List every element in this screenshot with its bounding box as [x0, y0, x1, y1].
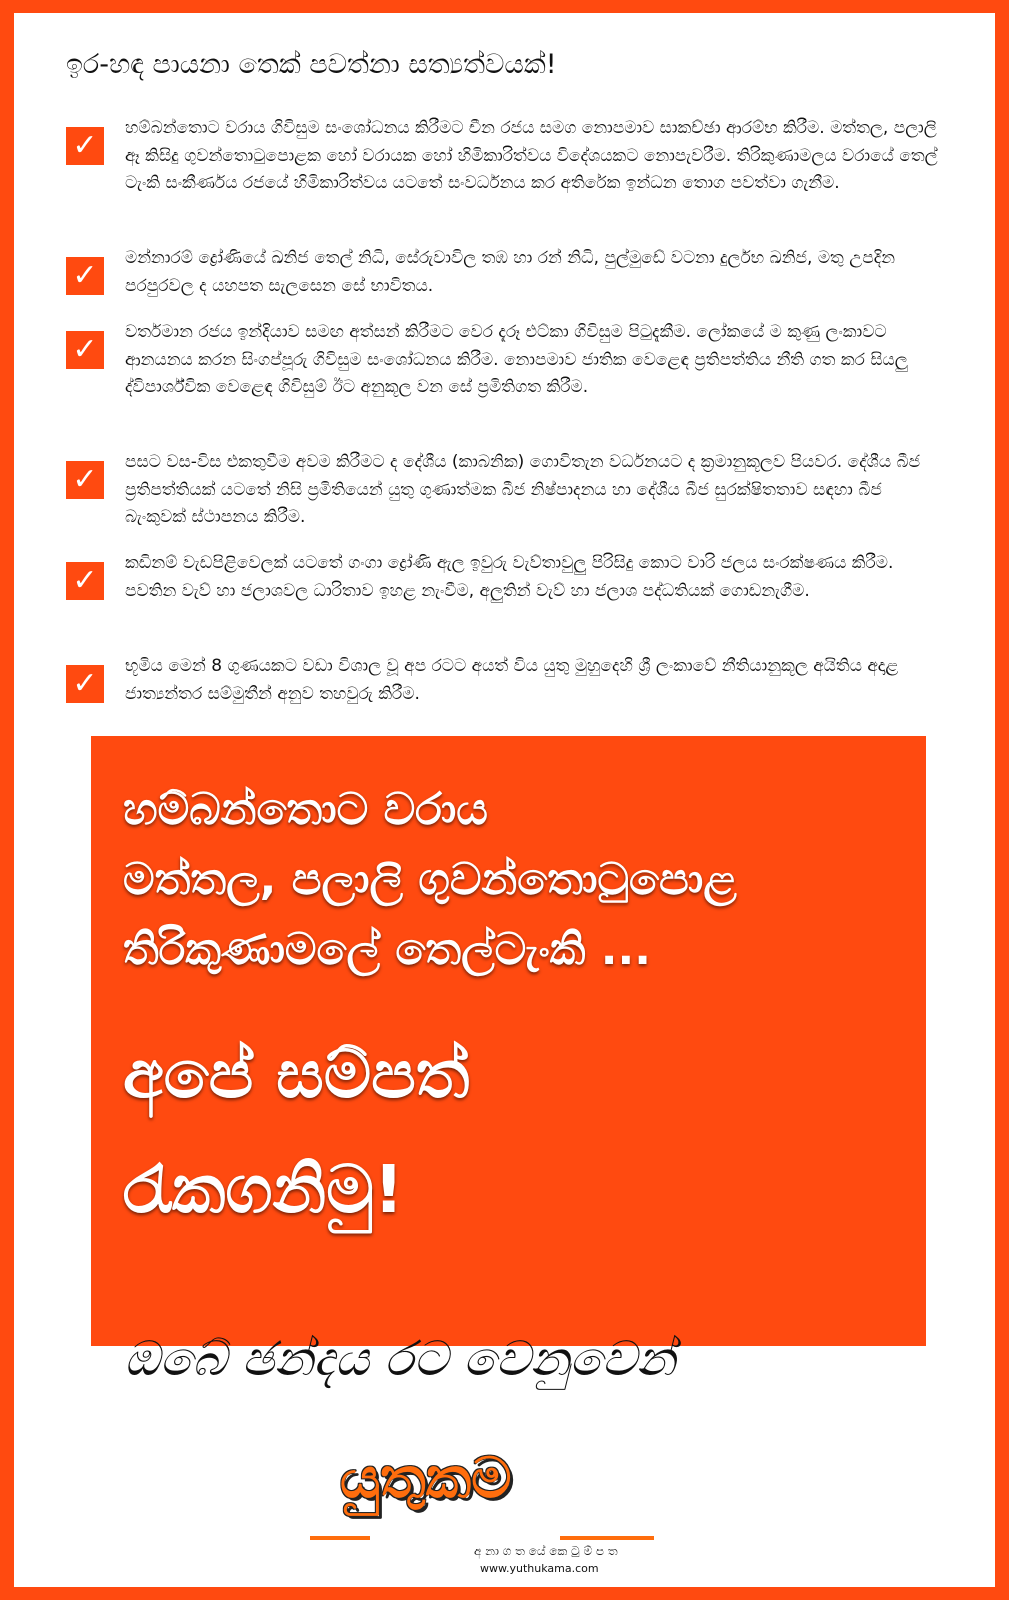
- banner-line-protect: රැකගනිමු!: [123, 1151, 404, 1228]
- checkmark-icon: ✓: [66, 665, 104, 703]
- checkmark-icon: ✓: [66, 257, 104, 295]
- logo-underline-right: [560, 1536, 654, 1540]
- checkmark-icon: ✓: [66, 461, 104, 499]
- poster-sheet: [14, 13, 995, 1587]
- checkmark-icon: ✓: [66, 331, 104, 369]
- yuthukama-logo: [310, 1438, 690, 1578]
- list-item-text: භූමිය මෙන් 8 ගුණයකට වඩා විශාල වූ අප රටට අයත් විය යුතු මුහුදෙහි ශ්‍රී ලංකාවේ නීතියානුකූල අයිතිය අදාළ ජාත්‍යන්තර සම්මුතීන් අනුව තහවුරු කිරීම.: [125, 656, 899, 704]
- logo-subtitle: අ නා ග ත යේ කෙ ටු ම් ප ත: [474, 1544, 618, 1558]
- banner-line-hambantota-port: හම්බන්තොට වරාය: [123, 784, 488, 835]
- list-item: [66, 115, 946, 198]
- list-item-text: කඩිනම් වැඩපිළිවෙලක් යටතේ ගංගා ද්‍රෝණි ඇල ඉවුරු වැව්තාවුලු පිරිසිදු කොට වාරි ජලය සංරක්ෂණය කිරීම. පවතින වැව් හා ජලාශවල ධාරිතාව ඉහළ නැංවීම, අලුතින් වැව් හා ජලාශ පද්ධතියක් ගොඩනැගීම.: [125, 553, 894, 601]
- list-item: [66, 653, 946, 708]
- list-item-text: මන්නාරම් ද්‍රෝණියේ ඛනිජ තෙල් නිධි, සේරුවාවිල තඹ හා රන් නිධි, පුල්මුඩේ වටනා දුර්ලභ ඛනිජ, මතු උපදින පරපුරවල ද යහපත සැලසෙන සේ භාවිතය.: [125, 248, 896, 296]
- list-item-text: වර්තමාන රජය ඉන්දියාව සමඟ අත්සන් කිරීමට වෙර දැරූ එට්කා ගිවිසුම පිටුදැකීම. ලෝකයේ ම කුණු ලංකාවට ආනයනය කරන සිංගප්පූරු ගිවිසුම සංශෝධනය කිරීම. නොපමාව ජාතික වෙළෙඳ ප්‍රතිපත්තිය නීති ගත කර සියලු ද්විපාර්ශ්වික වෙළෙඳ ගිවිසුම් ඊට අනුකූල වන සේ ප්‍රමිතිගත කිරීම.: [125, 322, 908, 397]
- list-item: [66, 319, 946, 402]
- list-item-text: හම්බන්තොට වරාය ගිවිසුම සංශෝධනය කිරීමට චීන රජය සමග නොපමාව සාකච්ඡා ආරම්භ කිරීම. මත්තල, පලාලි ඈ කිසිදු ගුවන්තොටුපොළක හෝ වරායක හෝ හිමිකාරිත්වය විදේශයකට නොපැවරීම. තිරිකුණාමලය වරායේ තෙල් ටැංකි සංකීර්ණය රජයේ හිමිකාරිත්වය යටතේ සංවර්ධනය කර අතිරේක ඉන්ධන තොග පවත්වා ගැනීම.: [125, 118, 938, 193]
- logo-underline-left: [310, 1536, 370, 1540]
- list-item-text: පසට වස-විස එකතුවීම අවම කිරීමට ද දේශීය (කාබනික) ගොවිතැන වර්ධනයට ද ක්‍රමානුකූලව පියවර. දේශීය බීජ ප්‍රතිපත්තියක් යටතේ නිසි ප්‍රමිතියෙන් යුතු ගුණාත්මක බීජ නිෂ්පාදනය හා දේශීය බීජ සුරක්ෂිතතාව සඳහා බීජ බැංකුවක් ස්ථාපනය කිරීම.: [125, 452, 921, 527]
- logo-wordmark: යුතුකම: [340, 1446, 512, 1511]
- page-heading: ඉර-හඳ පායනා තෙක් පවත්නා සත්‍යත්වයක්!: [66, 49, 557, 80]
- logo-website-link[interactable]: www.yuthukama.com: [480, 1562, 599, 1575]
- list-item: [66, 550, 946, 605]
- slogan-banner: [91, 736, 926, 1346]
- banner-line-our-resources: අපේ සම්පත්: [123, 1036, 470, 1113]
- list-item: [66, 245, 946, 300]
- banner-line-airports: මත්තල, පලාලි ගුවන්තොටුපොළ: [123, 854, 737, 905]
- list-item: [66, 449, 946, 532]
- vote-tagline: ඔබේ ඡන්දය රට වෙනුවෙන්: [124, 1331, 676, 1387]
- checkmark-icon: ✓: [66, 127, 104, 165]
- banner-line-oil-tanks: තිරිකුණාමලේ තෙල්ටැංකි ...: [123, 924, 651, 975]
- checkmark-icon: ✓: [66, 562, 104, 600]
